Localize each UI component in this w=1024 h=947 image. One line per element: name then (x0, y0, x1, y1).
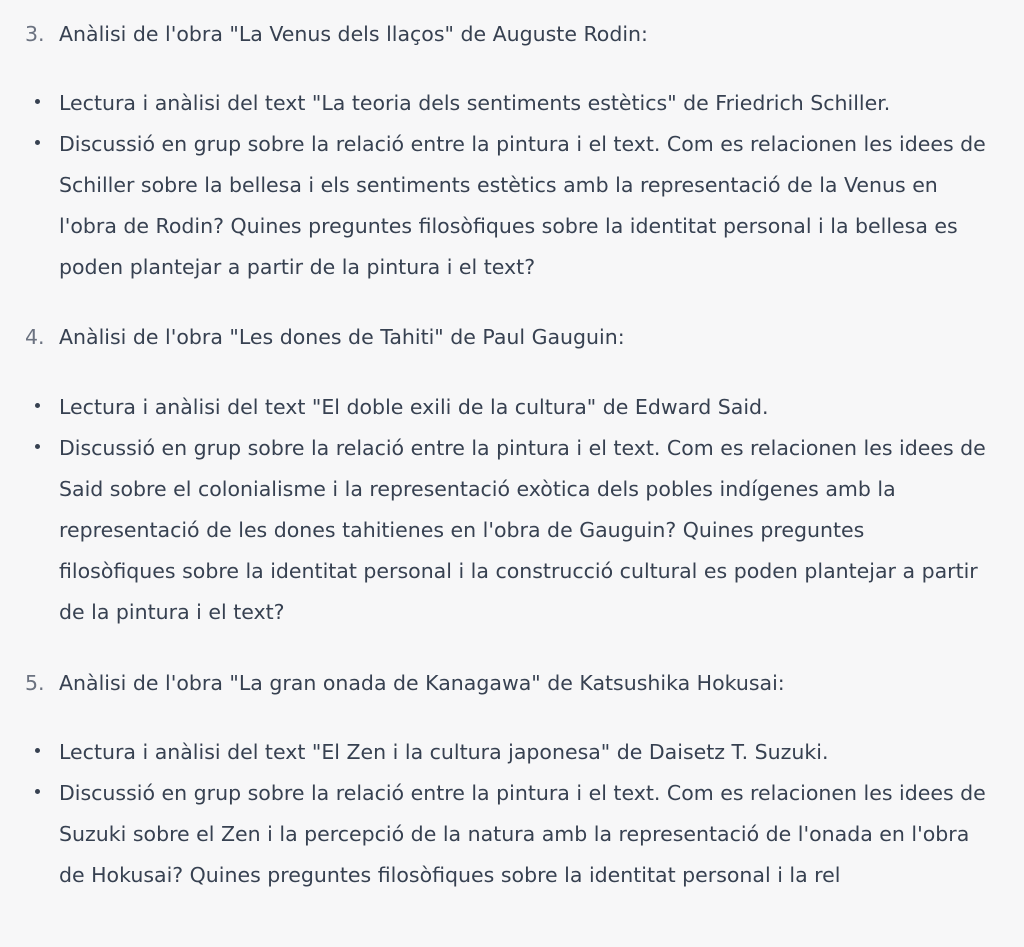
list-number: 5. (25, 671, 45, 695)
bullet-dot-icon (35, 140, 40, 145)
section-heading: Anàlisi de l'obra "La Venus dels llaços" de Auguste Rodin: (59, 22, 648, 46)
list-number: 3. (25, 22, 45, 46)
bullet-dot-icon (35, 444, 40, 449)
bullet-text: Discussió en grup sobre la relació entre la pintura i el text. Com es relacionen les idees de Suzuki sobre el Zen i la percepció de la natura amb la representació de l'onada en l'obra de Hokusai? Quines preguntes filosòfiques sobre la identitat personal i la rel (59, 781, 986, 887)
section-heading: Anàlisi de l'obra "La gran onada de Kanagawa" de Katsushika Hokusai: (59, 671, 785, 695)
bullet-text: Lectura i anàlisi del text "El doble exili de la cultura" de Edward Said. (59, 395, 769, 419)
bullet-dot-icon (35, 789, 40, 794)
bullet-text: Lectura i anàlisi del text "La teoria dels sentiments estètics" de Friedrich Schiller. (59, 91, 891, 115)
bullet-dot-icon (35, 403, 40, 408)
bullet-text: Lectura i anàlisi del text "El Zen i la cultura japonesa" de Daisetz T. Suzuki. (59, 740, 829, 764)
bullet-dot-icon (35, 99, 40, 104)
bullet-text: Discussió en grup sobre la relació entre la pintura i el text. Com es relacionen les idees de Schiller sobre la bellesa i els sentiments estètics amb la representació de la Venus en l'obra de Rodin? Quines preguntes filosòfiques sobre la identitat personal i la bellesa es poden plantejar a partir de la pintura i el text? (59, 132, 986, 279)
bullet-dot-icon (35, 748, 40, 753)
bullet-text: Discussió en grup sobre la relació entre la pintura i el text. Com es relacionen les idees de Said sobre el colonialisme i la representació exòtica dels pobles indígenes amb la representació de les dones tahitienes en l'obra de Gauguin? Quines preguntes filosòfiques sobre la identitat personal i la construcció cultural es poden plantejar a partir de la pintura i el text? (59, 436, 986, 624)
section-heading: Anàlisi de l'obra "Les dones de Tahiti" de Paul Gauguin: (59, 325, 625, 349)
list-number: 4. (25, 325, 45, 349)
